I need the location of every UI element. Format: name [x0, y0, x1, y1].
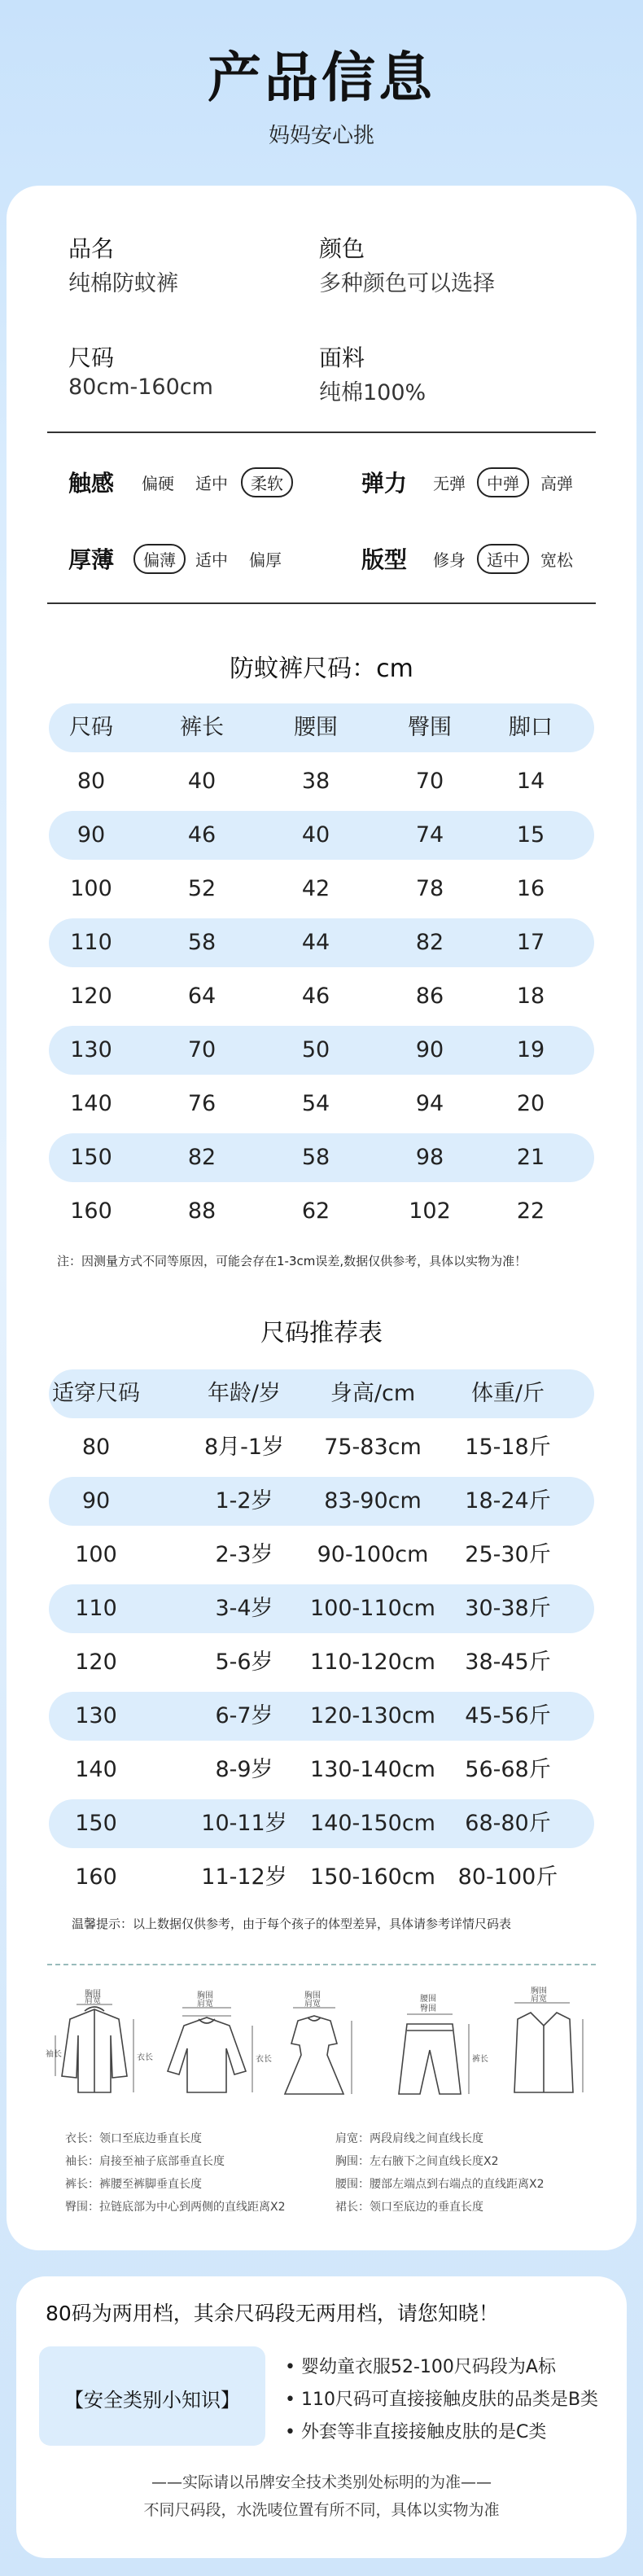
knowledge-item: • 110尺码可直接接触皮肤的品类是B类	[285, 2390, 599, 2410]
name-label: 品名	[68, 235, 115, 262]
table-cell: 20	[516, 1091, 545, 1116]
size-label: 尺码	[68, 344, 115, 371]
table-cell: 8月-1岁	[203, 1435, 285, 1460]
diagram-label: 胸围	[531, 1987, 547, 1996]
thickness-option: 偏厚	[249, 550, 282, 570]
touch-option: 适中	[195, 474, 228, 493]
size-chart-header	[49, 703, 594, 752]
table-cell: 46	[301, 984, 330, 1009]
table-cell: 52	[187, 876, 217, 901]
table-row	[49, 1531, 594, 1579]
table-cell: 120	[70, 984, 112, 1009]
table-row	[49, 1080, 594, 1128]
table-cell: 90	[77, 822, 106, 848]
table-cell: 38	[301, 769, 330, 794]
dashed-divider	[47, 1964, 596, 1965]
legend-item: 臀围：拉链底部为中心到两侧的直线距离X2	[65, 2201, 286, 2214]
table-cell: 58	[301, 1145, 330, 1170]
table-cell: 150	[70, 1145, 112, 1170]
table-cell: 16	[516, 876, 545, 901]
fabric-value: 纯棉100%	[319, 380, 426, 405]
header-cell: 身高/cm	[330, 1381, 416, 1406]
table-cell: 150	[75, 1811, 117, 1836]
table-cell: 14	[516, 769, 545, 794]
table-cell: 8-9岁	[215, 1757, 273, 1782]
table-cell: 45-56斤	[465, 1703, 551, 1728]
recommend-note: 温馨提示：以上数据仅供参考，由于每个孩子的体型差异，具体请参考详情尺码表	[72, 1917, 512, 1931]
table-cell: 40	[301, 822, 330, 848]
recommend-header	[49, 1369, 594, 1418]
garment-diagrams	[46, 1987, 599, 2109]
table-cell: 21	[516, 1145, 545, 1170]
header-cell: 裤长	[180, 715, 224, 740]
diagram-label: 臀围	[420, 2004, 436, 2013]
table-cell: 82	[187, 1145, 217, 1170]
table-cell: 102	[409, 1198, 451, 1224]
jacket-icon	[62, 2007, 127, 2092]
table-cell: 80-100斤	[457, 1864, 558, 1890]
header-cell: 脚口	[509, 715, 553, 740]
measure-legend-right	[335, 2130, 545, 2221]
table-row	[49, 1584, 594, 1633]
table-cell: 1-2岁	[215, 1488, 273, 1514]
size-value: 80cm-160cm	[68, 375, 213, 400]
diagram-label: 肩宽	[531, 1995, 547, 2004]
table-cell: 130	[70, 1037, 112, 1062]
legend-item: 裤长：裤腰至裤脚垂直长度	[65, 2178, 202, 2191]
elastic-option-selected: 中弹	[477, 467, 529, 497]
legend-item: 袖长：肩接至袖子底部垂直长度	[65, 2155, 225, 2168]
table-row	[49, 972, 594, 1021]
table-row	[49, 1477, 594, 1526]
table-cell: 10-11岁	[201, 1811, 287, 1836]
footer-headline: 80码为两用档，其余尺码段无两用档，请您知晓！	[46, 2302, 499, 2325]
table-cell: 82	[415, 930, 444, 955]
table-cell: 15	[516, 822, 545, 848]
diagram-label: 胸围	[85, 1990, 101, 1999]
table-cell: 130-140cm	[310, 1757, 435, 1782]
table-row	[49, 1423, 594, 1472]
table-cell: 64	[187, 984, 217, 1009]
legend-item: 裙长：领口至底边的垂直长度	[335, 2201, 483, 2214]
divider-bottom	[47, 602, 596, 604]
diagram-label: 袖长	[46, 2050, 62, 2059]
knowledge-label: 【安全类别小知识】	[64, 2389, 240, 2412]
table-cell: 56-68斤	[465, 1757, 551, 1782]
table-cell: 42	[301, 876, 330, 901]
table-row	[49, 918, 594, 967]
table-cell: 68-80斤	[465, 1811, 551, 1836]
touch-label: 触感	[68, 470, 115, 497]
table-cell: 120-130cm	[310, 1703, 435, 1728]
knowledge-item: • 外套等非直接接触皮肤的是C类	[285, 2422, 547, 2442]
table-row	[49, 1638, 594, 1687]
diagram-label: 肩宽	[304, 2000, 321, 2009]
fit-label: 版型	[361, 546, 408, 573]
table-cell: 150-160cm	[310, 1864, 435, 1890]
table-cell: 140	[70, 1091, 112, 1116]
table-cell: 160	[70, 1198, 112, 1224]
diagram-label: 衣长	[137, 2053, 153, 2062]
table-cell: 40	[187, 769, 217, 794]
diagram-label: 衣长	[256, 2055, 272, 2064]
table-cell: 110-120cm	[310, 1649, 435, 1675]
thickness-option-selected: 偏薄	[133, 544, 186, 574]
table-cell: 78	[415, 876, 444, 901]
table-cell: 88	[187, 1198, 217, 1224]
table-cell: 75-83cm	[324, 1435, 422, 1460]
diagram-label: 胸围	[304, 1991, 321, 2000]
table-cell: 38-45斤	[465, 1649, 551, 1675]
header-cell: 适穿尺码	[52, 1381, 140, 1406]
touch-option-selected: 柔软	[241, 467, 293, 497]
table-cell: 54	[301, 1091, 330, 1116]
table-cell: 100	[70, 876, 112, 901]
table-row	[49, 757, 594, 806]
table-cell: 110	[70, 930, 112, 955]
table-row	[49, 1133, 594, 1182]
color-label: 颜色	[319, 235, 365, 262]
table-cell: 2-3岁	[215, 1542, 273, 1567]
header-cell: 臀围	[408, 715, 452, 740]
table-row	[49, 1692, 594, 1741]
header-cell: 年龄/岁	[207, 1381, 282, 1406]
recommend-title: 尺码推荐表	[260, 1319, 383, 1347]
fit-option: 宽松	[540, 550, 573, 570]
table-cell: 5-6岁	[215, 1649, 273, 1675]
legend-item: 肩宽：两段肩线之间直线长度	[335, 2132, 483, 2145]
divider-top	[47, 432, 596, 433]
table-cell: 25-30斤	[465, 1542, 551, 1567]
table-cell: 22	[516, 1198, 545, 1224]
table-cell: 100-110cm	[310, 1596, 435, 1621]
header-cell: 体重/斤	[470, 1381, 545, 1406]
table-cell: 83-90cm	[324, 1488, 422, 1514]
table-cell: 6-7岁	[215, 1703, 273, 1728]
thickness-option: 适中	[195, 550, 228, 570]
color-value: 多种颜色可以选择	[319, 271, 495, 296]
table-cell: 160	[75, 1864, 117, 1890]
table-row	[49, 1746, 594, 1794]
fit-option-selected: 适中	[477, 544, 529, 574]
elastic-option: 无弹	[433, 474, 466, 493]
table-cell: 90-100cm	[317, 1542, 429, 1567]
footer-line-1: ——实际请以吊牌安全技术类别处标明的为准——	[151, 2473, 492, 2491]
table-cell: 140-150cm	[310, 1811, 435, 1836]
fabric-label: 面料	[319, 344, 365, 371]
table-row	[49, 1187, 594, 1236]
page-title: 产品信息	[208, 46, 435, 109]
legend-item: 腰围：腰部左端点到右端点的直线距离X2	[335, 2178, 545, 2191]
table-cell: 90	[415, 1037, 444, 1062]
table-row	[49, 811, 594, 860]
touch-option: 偏硬	[142, 474, 174, 493]
table-cell: 18-24斤	[465, 1488, 551, 1514]
knowledge-item: • 婴幼童衣服52-100尺码段为A标	[285, 2357, 556, 2377]
vest-icon	[514, 2013, 573, 2092]
measure-legend-left	[65, 2130, 286, 2221]
legend-item: 衣长：领口至底边垂直长度	[65, 2132, 202, 2145]
table-cell: 44	[301, 930, 330, 955]
fit-option: 修身	[433, 550, 466, 570]
table-cell: 100	[75, 1542, 117, 1567]
elastic-label: 弹力	[361, 470, 408, 497]
table-cell: 30-38斤	[465, 1596, 551, 1621]
dress-icon	[285, 2016, 343, 2094]
table-cell: 46	[187, 822, 217, 848]
table-cell: 17	[516, 930, 545, 955]
table-cell: 58	[187, 930, 217, 955]
table-cell: 15-18斤	[465, 1435, 551, 1460]
table-cell: 3-4岁	[215, 1596, 273, 1621]
table-cell: 120	[75, 1649, 117, 1675]
diagram-label: 肩宽	[197, 2000, 213, 2009]
table-row	[49, 1799, 594, 1848]
header-cell: 尺码	[69, 715, 113, 740]
thickness-label: 厚薄	[68, 546, 115, 573]
table-cell: 76	[187, 1091, 217, 1116]
size-chart-note: 注：因测量方式不同等原因，可能会存在1-3cm误差,数据仅供参考，具体以实物为准！	[57, 1254, 527, 1268]
table-cell: 80	[81, 1435, 111, 1460]
diagram-label: 裤长	[472, 2055, 488, 2064]
size-chart-title: 防蚊裤尺码：cm	[230, 655, 413, 683]
table-cell: 50	[301, 1037, 330, 1062]
table-cell: 130	[75, 1703, 117, 1728]
header-cell: 腰围	[294, 715, 338, 740]
pants-icon	[399, 2024, 461, 2094]
table-cell: 18	[516, 984, 545, 1009]
table-row	[49, 1026, 594, 1075]
table-cell: 140	[75, 1757, 117, 1782]
table-row	[49, 865, 594, 913]
table-cell: 94	[415, 1091, 444, 1116]
table-cell: 110	[75, 1596, 117, 1621]
page-subtitle: 妈妈安心挑	[268, 124, 374, 148]
table-cell: 90	[81, 1488, 111, 1514]
table-cell: 98	[415, 1145, 444, 1170]
table-cell: 74	[415, 822, 444, 848]
diagram-label: 腰围	[420, 1995, 436, 2004]
name-value: 纯棉防蚊裤	[68, 271, 178, 296]
table-cell: 62	[301, 1198, 330, 1224]
table-cell: 19	[516, 1037, 545, 1062]
table-cell: 70	[415, 769, 444, 794]
table-row	[49, 1853, 594, 1902]
table-cell: 70	[187, 1037, 217, 1062]
table-cell: 11-12岁	[201, 1864, 287, 1890]
footer-line-2: 不同尺码段，水洗唛位置有所不同，具体以实物为准	[143, 2501, 500, 2519]
sweater-icon	[168, 2017, 246, 2092]
table-cell: 86	[415, 984, 444, 1009]
diagram-label: 肩宽	[85, 1996, 101, 2005]
table-cell: 80	[77, 769, 106, 794]
legend-item: 胸围：左右腋下之间直线长度X2	[335, 2155, 499, 2168]
elastic-option: 高弹	[540, 474, 573, 493]
diagram-label: 胸围	[197, 1991, 213, 2000]
